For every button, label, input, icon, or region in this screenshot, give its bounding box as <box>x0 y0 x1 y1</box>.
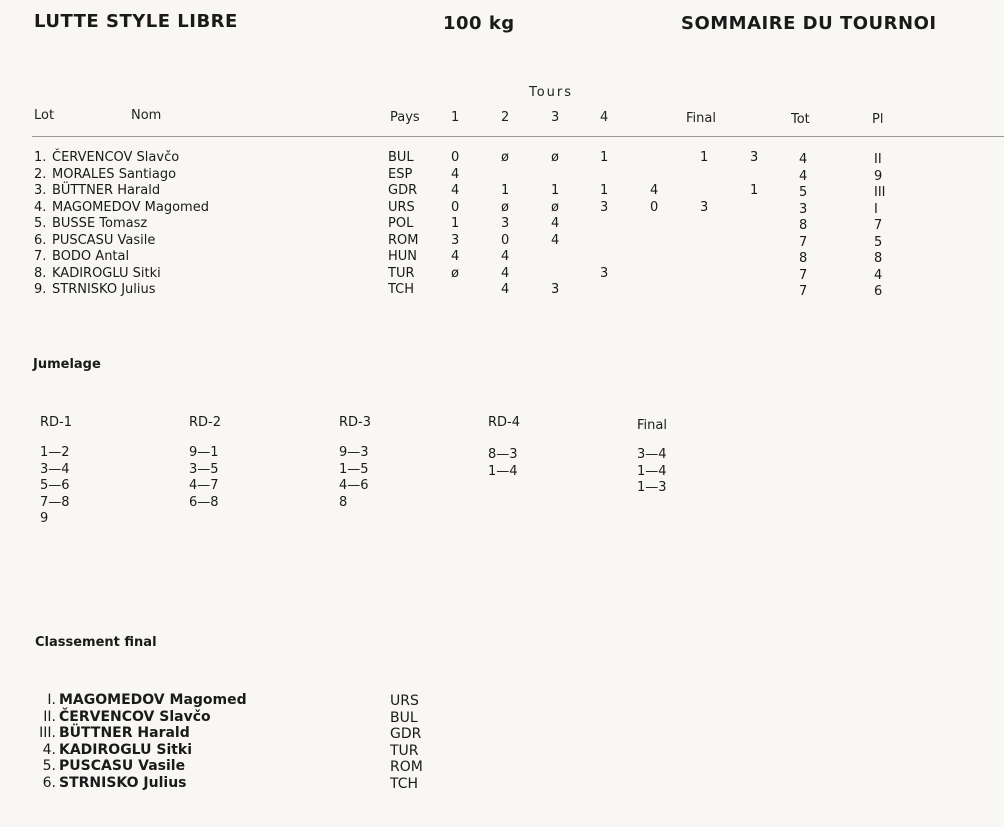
pairing: 8 <box>339 494 348 510</box>
total-points: 8 <box>799 251 808 266</box>
rank-number: III. <box>39 725 56 742</box>
round-2-score: ø <box>501 199 509 215</box>
ranked-wrestler <box>59 758 185 775</box>
event-title: LUTTE STYLE LIBRE <box>34 11 238 32</box>
lot-number: 4. <box>34 199 47 215</box>
country-code: BUL <box>388 150 414 165</box>
rank-number: II. <box>43 708 56 725</box>
tours-label: Tours <box>529 85 574 100</box>
col-round-4: 4 <box>600 110 609 125</box>
ranked-wrestler <box>59 709 211 726</box>
col-final: Final <box>686 111 716 126</box>
extra-round-score: 4 <box>650 183 659 198</box>
ranked-wrestler <box>59 692 247 709</box>
wrestler-name: KADIROGLU Sitki <box>52 265 161 281</box>
ranked-wrestler <box>59 775 187 792</box>
round-1-score: 0 <box>451 199 460 215</box>
weight-class: 100 kg <box>443 13 515 34</box>
summary-title: SOMMAIRE DU TOURNOI <box>681 13 937 34</box>
lot-number: 2. <box>34 166 47 182</box>
col-tot: Tot <box>791 112 810 127</box>
classement-title: Classement final <box>35 635 157 650</box>
pairing: 4—7 <box>189 478 219 493</box>
country-code: BUL <box>390 709 418 726</box>
country-code: GDR <box>390 726 422 743</box>
placement: 6 <box>874 284 883 299</box>
surname: KADIROGLU <box>59 741 152 758</box>
pairing: 3—4 <box>637 447 667 462</box>
given-name: Magomed <box>164 692 247 708</box>
round-1-score: 4 <box>451 183 460 198</box>
placement: 7 <box>874 218 883 233</box>
round-4-score: 3 <box>600 199 609 215</box>
total-points: 5 <box>799 185 808 200</box>
country-code: GDR <box>388 183 418 198</box>
round-1-score: ø <box>451 265 459 281</box>
country-code: TCH <box>390 776 419 792</box>
pairing: 9—1 <box>189 445 219 460</box>
round-1-score: 1 <box>451 216 460 231</box>
lot-number: 5. <box>34 216 47 231</box>
ranked-wrestler <box>59 725 190 742</box>
surname: MAGOMEDOV <box>59 692 165 708</box>
total-points: 8 <box>799 218 808 233</box>
country-code: ESP <box>388 166 413 182</box>
pairing: 9—3 <box>339 445 369 460</box>
round-label: Final <box>637 418 667 433</box>
placement: III <box>874 185 886 200</box>
country-code: ROM <box>388 232 419 248</box>
rank-number: 6. <box>42 775 56 791</box>
placement: 5 <box>874 234 883 250</box>
placement: 4 <box>874 267 883 283</box>
placement: 8 <box>874 251 883 266</box>
wrestler-name: BÜTTNER Harald <box>52 183 161 198</box>
round-1-score: 3 <box>451 232 460 248</box>
round-2-score: 3 <box>501 216 510 231</box>
header-divider <box>32 136 1004 137</box>
pairing: 5—6 <box>40 478 70 493</box>
round-label: RD-2 <box>189 415 222 430</box>
total-points: 7 <box>799 284 808 299</box>
round-1-score: 0 <box>451 150 460 165</box>
col-pl: Pl <box>872 112 884 127</box>
pairing: 1—4 <box>488 463 518 479</box>
wrestler-name: BUSSE Tomasz <box>52 216 148 231</box>
surname: PUSCASU <box>59 758 134 775</box>
pairing: 3—4 <box>40 461 70 477</box>
round-label: RD-1 <box>40 415 73 430</box>
round-label: RD-3 <box>339 415 372 430</box>
final-score-1: 3 <box>700 199 709 215</box>
final-score-2: 1 <box>750 183 759 198</box>
rank-number: 4. <box>42 741 56 758</box>
lot-number: 8. <box>34 265 47 281</box>
round-3-score: 3 <box>551 282 560 297</box>
final-score-1: 1 <box>700 150 709 165</box>
given-name: Sitki <box>151 741 193 758</box>
wrestler-name: ČERVENCOV Slavčo <box>52 150 180 165</box>
country-code: POL <box>388 216 414 231</box>
country-code: ROM <box>390 759 423 776</box>
total-points: 3 <box>799 201 808 217</box>
given-name: Julius <box>138 775 187 791</box>
country-code: TCH <box>388 282 415 297</box>
col-pays: Pays <box>390 110 420 125</box>
country-code: URS <box>388 199 415 215</box>
total-points: 4 <box>799 152 808 167</box>
round-2-score: 4 <box>501 282 510 297</box>
col-round-2: 2 <box>501 110 510 125</box>
lot-number: 7. <box>34 249 47 264</box>
ranked-wrestler <box>59 742 192 759</box>
round-4-score: 3 <box>600 265 609 281</box>
extra-round-score: 0 <box>650 199 659 215</box>
pairing: 3—5 <box>189 461 219 477</box>
round-3-score: 4 <box>551 232 560 248</box>
placement: II <box>874 152 882 167</box>
round-4-score: 1 <box>600 150 609 165</box>
pairing: 8—3 <box>488 447 518 462</box>
pairing: 1—3 <box>637 480 667 495</box>
round-4-score: 1 <box>600 183 609 198</box>
country-code: HUN <box>388 249 418 264</box>
round-2-score: 4 <box>501 265 510 281</box>
round-2-score: 0 <box>501 232 510 248</box>
round-1-score: 4 <box>451 166 460 182</box>
col-nom: Nom <box>131 108 162 123</box>
rank-number: 5. <box>42 758 56 775</box>
lot-number: 1. <box>34 150 47 165</box>
wrestler-name: MAGOMEDOV Magomed <box>52 199 209 215</box>
total-points: 4 <box>799 168 808 184</box>
final-score-2: 3 <box>750 150 759 165</box>
pairing: 7—8 <box>40 494 70 510</box>
placement: I <box>874 201 878 217</box>
lot-number: 6. <box>34 232 47 248</box>
round-2-score: 4 <box>501 249 510 264</box>
round-3-score: 4 <box>551 216 560 231</box>
col-round-1: 1 <box>451 110 460 125</box>
wrestler-name: MORALES Santiago <box>52 166 177 182</box>
round-1-score: 4 <box>451 249 460 264</box>
surname: STRNISKO <box>59 775 139 791</box>
pairing: 4—6 <box>339 478 369 493</box>
country-code: TUR <box>390 742 419 759</box>
wrestler-name: PUSCASU Vasile <box>52 232 156 248</box>
pairing: 1—5 <box>339 461 369 477</box>
given-name: Slavčo <box>154 708 211 725</box>
wrestler-name: STRNISKO Julius <box>52 282 156 297</box>
col-round-3: 3 <box>551 110 560 125</box>
lot-number: 3. <box>34 183 47 198</box>
surname: BÜTTNER <box>59 725 133 742</box>
round-3-score: 1 <box>551 183 560 198</box>
round-3-score: ø <box>551 199 559 215</box>
pairing: 1—4 <box>637 463 667 479</box>
pairing: 9 <box>40 511 49 526</box>
jumelage-title: Jumelage <box>33 357 101 372</box>
total-points: 7 <box>799 234 808 250</box>
placement: 9 <box>874 168 883 184</box>
rank-number: I. <box>47 692 56 708</box>
surname: ČERVENCOV <box>59 708 155 725</box>
round-2-score: 1 <box>501 183 510 198</box>
country-code: URS <box>390 693 419 709</box>
given-name: Harald <box>132 725 190 742</box>
lot-number: 9. <box>34 282 47 297</box>
wrestler-name: BODO Antal <box>52 249 130 264</box>
pairing: 1—2 <box>40 445 70 460</box>
col-lot: Lot <box>34 108 55 123</box>
pairing: 6—8 <box>189 494 219 510</box>
round-3-score: ø <box>551 150 559 165</box>
given-name: Vasile <box>133 758 186 775</box>
round-2-score: ø <box>501 150 509 165</box>
total-points: 7 <box>799 267 808 283</box>
round-label: RD-4 <box>488 415 521 430</box>
country-code: TUR <box>388 265 415 281</box>
